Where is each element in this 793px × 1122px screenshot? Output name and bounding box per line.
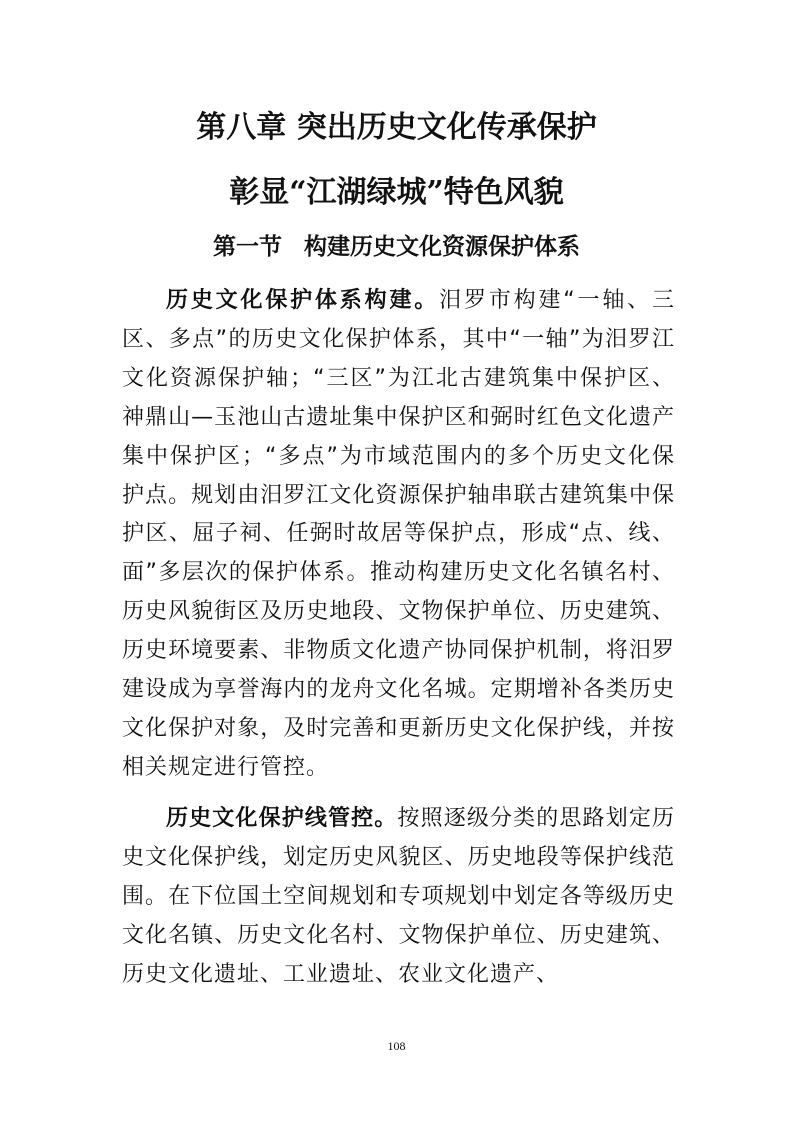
paragraph-lead: 历史文化保护体系构建。 xyxy=(166,288,440,313)
section-title: 构建历史文化资源保护体系 xyxy=(304,234,580,260)
paragraph-lead: 历史文化保护线管控。 xyxy=(166,806,398,831)
paragraph-body: 按照逐级分类的思路划定历史文化保护线，划定历史风貌区、历史地段等保护线范围。在下位国土空间规划和专项规划中划定各等级历史文化名镇、历史文化名村、文物保护单位、历史建筑、历史文化遗址、工业遗址、农业文化遗产、 xyxy=(122,806,675,987)
paragraph-protection-line xyxy=(122,800,675,995)
section-number: 第一节 xyxy=(213,234,282,260)
chapter-title-line2: 彰显“江湖绿城”特色风貌 xyxy=(229,175,564,210)
section-heading xyxy=(0,231,793,263)
chapter-title-line1: 第八章 突出历史文化传承保护 xyxy=(196,110,597,145)
page-number: 108 xyxy=(387,1039,406,1053)
paragraph-heritage-system xyxy=(122,282,675,788)
paragraph-body: 汨罗市构建“一轴、三区、多点”的历史文化保护体系，其中“一轴”为汨罗江文化资源保护轴；“三区”为江北古建筑集中保护区、神鼎山—玉池山古遗址集中保护区和弼时红色文化遗产集中保护区；“多点”为市域范围内的多个历史文化保护点。规划由汨罗江文化资源保护轴串联古建筑集中保护区、屈子祠、任弼时故居等保护点，形成“点、线、面”多层次的保护体系。推动构建历史文化名镇名村、历史风貌街区及历史地段、文物保护单位、历史建筑、历史环境要素、非物质文化遗产协同保护机制，将汨罗建设成为享誉海内的龙舟文化名城。定期增补各类历史文化保护对象，及时完善和更新历史文化保护线，并按相关规定进行管控。 xyxy=(122,288,675,780)
